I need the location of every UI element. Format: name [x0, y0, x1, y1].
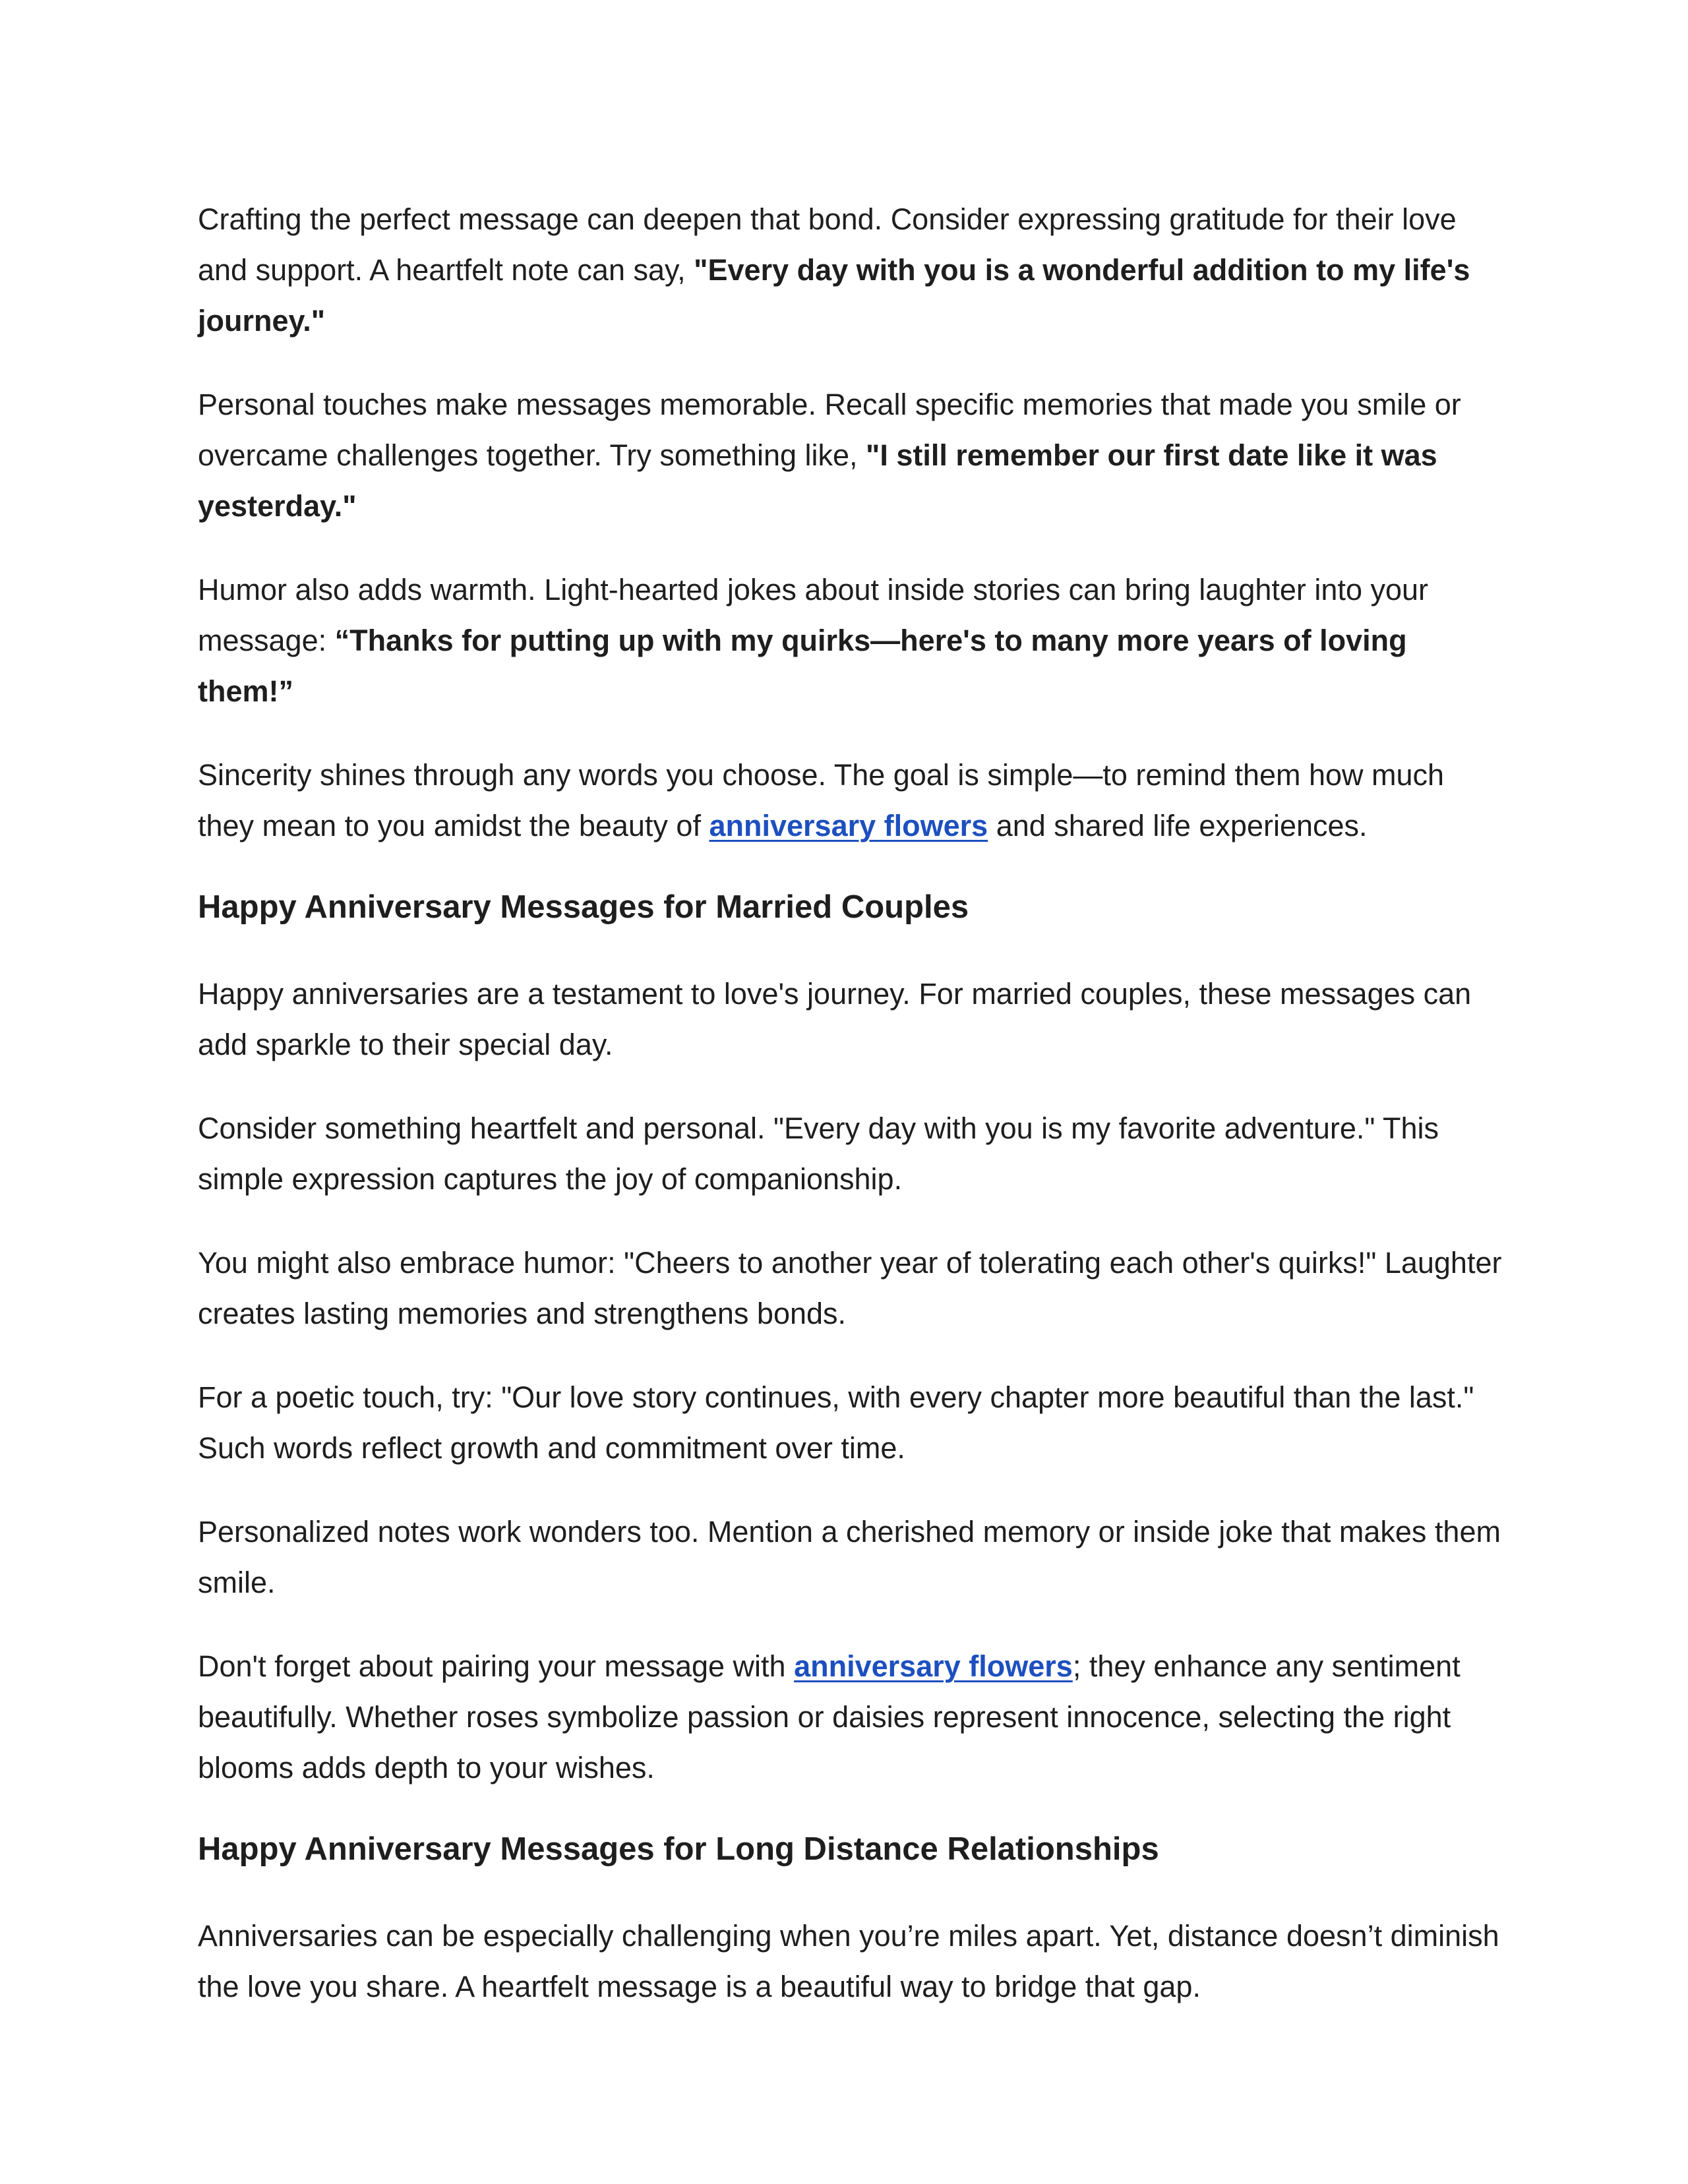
- paragraph-gratitude: [198, 194, 1503, 346]
- bold-quote: “Thanks for putting up with my quirks—here's to many more years of loving them!”: [198, 624, 1407, 708]
- paragraph-married-intro: Happy anniversaries are a testament to love's journey. For married couples, these messages can add sparkle to their special day.: [198, 977, 1472, 1061]
- paragraph-sincerity: [198, 750, 1503, 851]
- heading-married-couples: Happy Anniversary Messages for Married Couples: [198, 889, 969, 925]
- article-body: [198, 194, 1503, 2045]
- paragraph-text: Humor also adds warmth. Light-hearted jokes about inside stories can bring laughter into your message:: [198, 573, 1429, 657]
- paragraph-humor: [198, 564, 1503, 717]
- bold-quote: "I still remember our first date like it was yesterday.": [198, 438, 1437, 523]
- anniversary-flowers-link-2[interactable]: anniversary flowers: [794, 1649, 1073, 1683]
- paragraph-text: Don't forget about pairing your message with: [198, 1649, 795, 1683]
- paragraph-heartfelt: Consider something heartfelt and personal. "Every day with you is my favorite adventure." This simple expression captures the joy of companionship.: [198, 1111, 1439, 1196]
- anniversary-flowers-link[interactable]: anniversary flowers: [709, 809, 988, 842]
- paragraph-text: and shared life experiences.: [988, 809, 1368, 842]
- paragraph-poetic: For a poetic touch, try: "Our love story continues, with every chapter more beautiful than the last." Such words reflect growth and commitment over time.: [198, 1380, 1474, 1465]
- paragraph-text: ; they enhance any sentiment beautifully. Whether roses symbolize passion or daisies represent innocence, selecting the right blooms adds depth to your wishes.: [198, 1649, 1461, 1785]
- paragraph-personal-touches: [198, 379, 1503, 531]
- bold-quote: "Every day with you is a wonderful addition to my life's journey.": [198, 253, 1470, 338]
- paragraph-embrace-humor: You might also embrace humor: "Cheers to another year of tolerating each other's quirks!" Laughter creates lasting memories and strengthens bonds.: [198, 1246, 1502, 1330]
- paragraph-text: Crafting the perfect message can deepen that bond. Consider expressing gratitude for their love and support. A heartfelt note can say,: [198, 202, 1457, 287]
- paragraph-flowers: [198, 1641, 1503, 1793]
- paragraph-long-distance-intro: Anniversaries can be especially challenging when you’re miles apart. Yet, distance doesn’t diminish the love you share. A heartfelt message is a beautiful way to bridge that gap.: [198, 1919, 1499, 2003]
- heading-long-distance: Happy Anniversary Messages for Long Distance Relationships: [198, 1831, 1159, 1867]
- paragraph-text: Personal touches make messages memorable. Recall specific memories that made you smile or overcame challenges together. Try something like,: [198, 388, 1461, 472]
- paragraph-text: Sincerity shines through any words you choose. The goal is simple—to remind them how much they mean to you amidst the beauty of: [198, 758, 1445, 842]
- paragraph-personalized: Personalized notes work wonders too. Mention a cherished memory or inside joke that makes them smile.: [198, 1515, 1501, 1599]
